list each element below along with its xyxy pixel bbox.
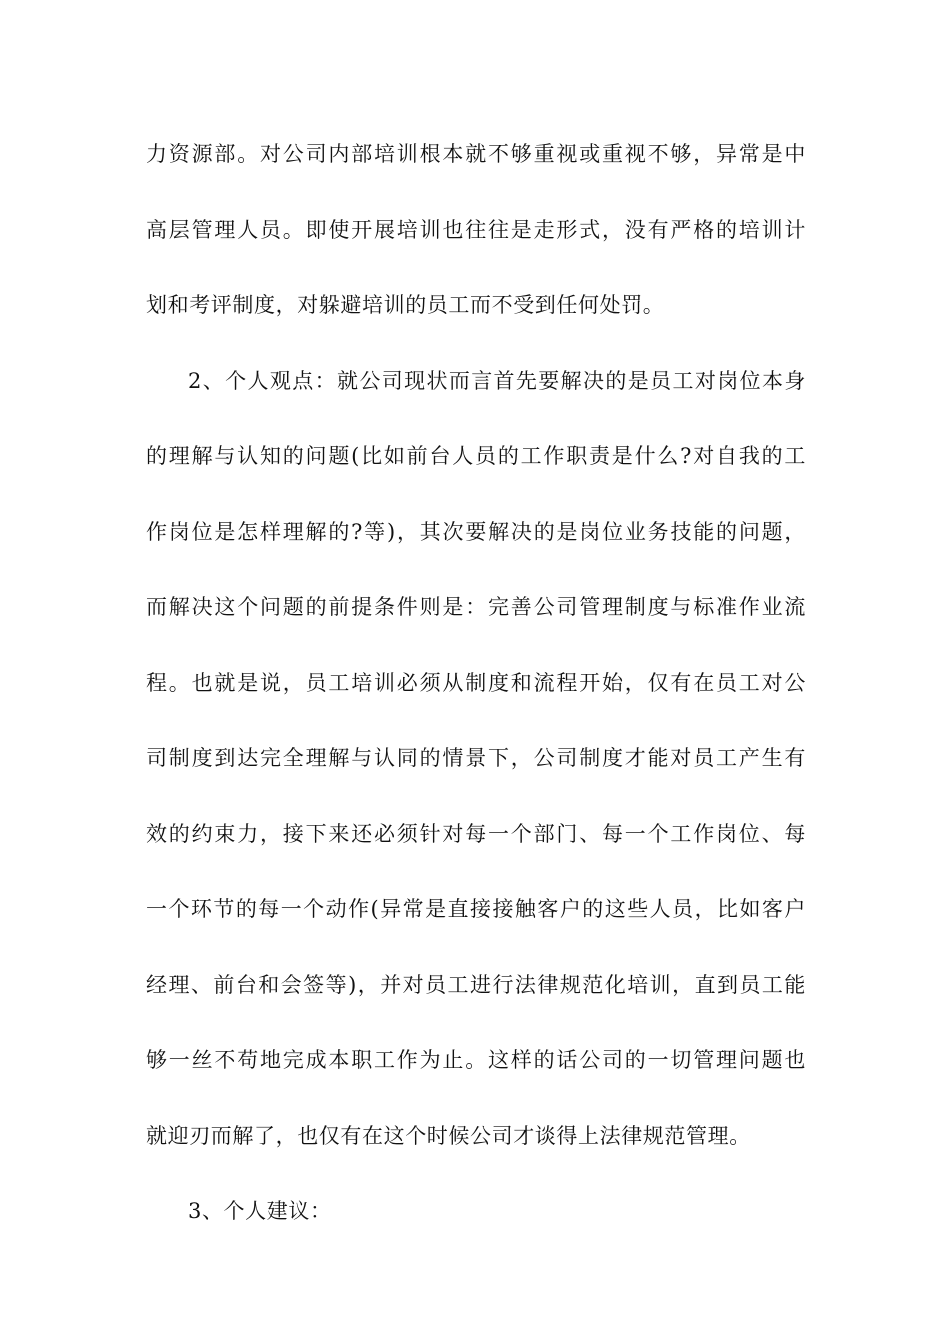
paragraph-line: 划和考评制度，对躲避培训的员工而不受到任何处罚。 [146, 293, 665, 317]
paragraph-line: 的理解与认知的问题(比如前台人员的工作职责是什么?对自我的工 [146, 444, 806, 468]
paragraph-line: 就迎刃而解了，也仅有在这个时候公司才谈得上法律规范管理。 [146, 1123, 751, 1148]
paragraph-line: 一个环节的每一个动作(异常是直接接触客户的这些人员，比如客户 [146, 897, 806, 921]
section-heading: 3、个人建议： [188, 1199, 332, 1223]
paragraph-line: 而解决这个问题的前提条件则是：完善公司管理制度与标准作业流 [146, 595, 806, 619]
paragraph-line: 作岗位是怎样理解的?等)，其次要解决的是岗位业务技能的问题， [146, 519, 806, 544]
paragraph-line: 高层管理人员。即使开展培训也往往是走形式，没有严格的培训计 [146, 217, 806, 242]
paragraph-line: 效的约束力，接下来还必须针对每一个部门、每一个工作岗位、每 [146, 821, 806, 846]
paragraph-line: 经理、前台和会签等)，并对员工进行法律规范化培训，直到员工能 [146, 972, 806, 997]
document-body [146, 132, 806, 1265]
paragraph-line: 力资源部。对公司内部培训根本就不够重视或重视不够，异常是中 [146, 142, 806, 166]
paragraph-line: 程。也就是说，员工培训必须从制度和流程开始，仅有在员工对公 [146, 670, 806, 695]
paragraph-line: 够一丝不苟地完成本职工作为止。这样的话公司的一切管理问题也 [146, 1048, 806, 1072]
paragraph-line: 司制度到达完全理解与认同的情景下，公司制度才能对员工产生有 [146, 746, 806, 770]
paragraph-line: 2、个人观点：就公司现状而言首先要解决的是员工对岗位本身 [188, 368, 806, 393]
